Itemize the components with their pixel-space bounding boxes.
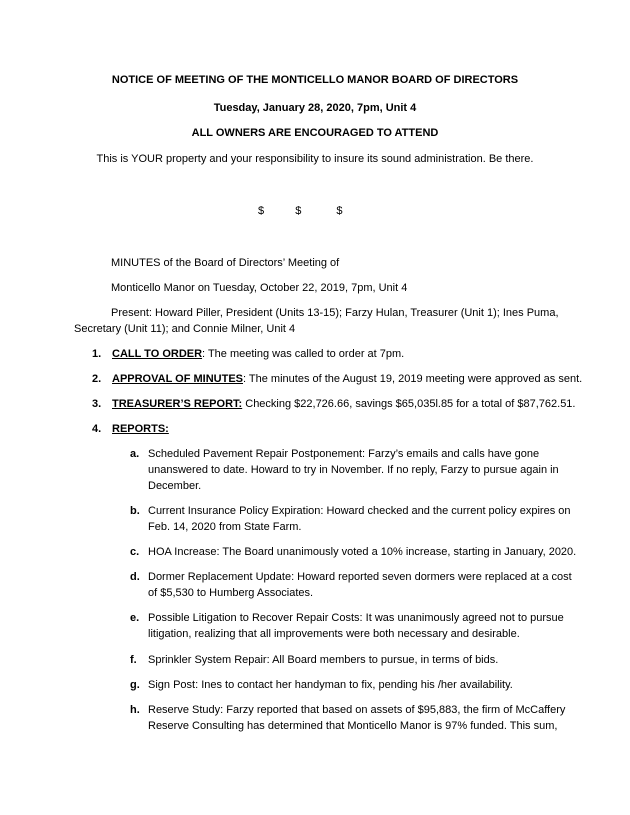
agenda-item-call-to-order: [112, 348, 404, 360]
present-line-1: Present: Howard Piller, President (Units 13-15); Farzy Hulan, Treasurer (Unit 1); Ines Puma,: [111, 307, 559, 319]
agenda-item-approval-of-minutes: [112, 373, 582, 385]
report-line: Reserve Study: Farzy reported that based on assets of $95,883, the firm of McCaffery: [148, 704, 566, 716]
report-letter: b.: [130, 505, 140, 517]
item-text: : The minutes of the August 19, 2019 meeting were approved as sent.: [243, 373, 583, 385]
item-number: 2.: [92, 373, 102, 385]
report-line: Dormer Replacement Update: Howard reported seven dormers were replaced at a cost: [148, 571, 572, 583]
present-line-2: Secretary (Unit 11); and Connie Milner, Unit 4: [74, 323, 296, 335]
report-line: December.: [148, 480, 202, 492]
dollar-symbol: $: [336, 205, 343, 217]
item-heading: REPORTS:: [112, 423, 169, 435]
agenda-item-reports: [112, 423, 169, 435]
report-letter: e.: [130, 612, 140, 624]
encourage-line: ALL OWNERS ARE ENCOURAGED TO ATTEND: [191, 127, 439, 139]
notice-title: NOTICE OF MEETING OF THE MONTICELLO MANOR BOARD OF DIRECTORS: [111, 74, 519, 86]
item-text: Checking $22,726.66, savings $65,035l.85 for a total of $87,762.51.: [242, 398, 576, 410]
report-line: of $5,530 to Humberg Associates.: [148, 587, 314, 599]
agenda-item-treasurers-report: [112, 398, 576, 410]
item-heading: APPROVAL OF MINUTES: [112, 373, 243, 385]
minutes-meeting-line: Monticello Manor on Tuesday, October 22, 2019, 7pm, Unit 4: [111, 282, 408, 294]
report-letter: f.: [130, 654, 137, 666]
minutes-title: MINUTES of the Board of Directors’ Meeting of: [111, 257, 340, 269]
meeting-date-line: Tuesday, January 28, 2020, 7pm, Unit 4: [213, 102, 417, 114]
report-letter: a.: [130, 448, 140, 460]
item-heading: TREASURER’S REPORT:: [112, 398, 243, 410]
report-line: Reserve Consulting has determined that Monticello Manor is 97% funded. This sum,: [148, 720, 558, 732]
report-letter: h.: [130, 704, 140, 716]
report-letter: d.: [130, 571, 140, 583]
report-line: Scheduled Pavement Repair Postponement: Farzy’s emails and calls have gone: [148, 448, 540, 460]
report-letter: g.: [130, 679, 140, 691]
dollar-symbol: $: [258, 205, 265, 217]
report-line: HOA Increase: The Board unanimously voted a 10% increase, starting in January, 2020.: [148, 546, 577, 558]
item-text: : The meeting was called to order at 7pm.: [202, 348, 405, 360]
report-line: Possible Litigation to Recover Repair Costs: It was unanimously agreed not to pursue: [148, 612, 564, 624]
report-line: litigation, realizing that all improvements were both necessary and desirable.: [148, 628, 520, 640]
report-line: Feb. 14, 2020 from State Farm.: [148, 521, 302, 533]
dollar-symbol: $: [295, 205, 302, 217]
item-number: 1.: [92, 348, 102, 360]
property-note: This is YOUR property and your responsibility to insure its sound administration. Be there.: [96, 153, 534, 165]
item-number: 3.: [92, 398, 102, 410]
report-line: Sprinkler System Repair: All Board members to pursue, in terms of bids.: [148, 654, 499, 666]
report-line: Sign Post: Ines to contact her handyman to fix, pending his /her availability.: [148, 679, 513, 691]
item-number: 4.: [92, 423, 102, 435]
item-heading: CALL TO ORDER: [112, 348, 203, 360]
dollar-symbols: [258, 205, 343, 217]
report-letter: c.: [130, 546, 140, 558]
report-line: unanswered to date. Howard to try in November. If no reply, Farzy to pursue again in: [148, 464, 559, 476]
report-line: Current Insurance Policy Expiration: Howard checked and the current policy expires on: [148, 505, 571, 517]
